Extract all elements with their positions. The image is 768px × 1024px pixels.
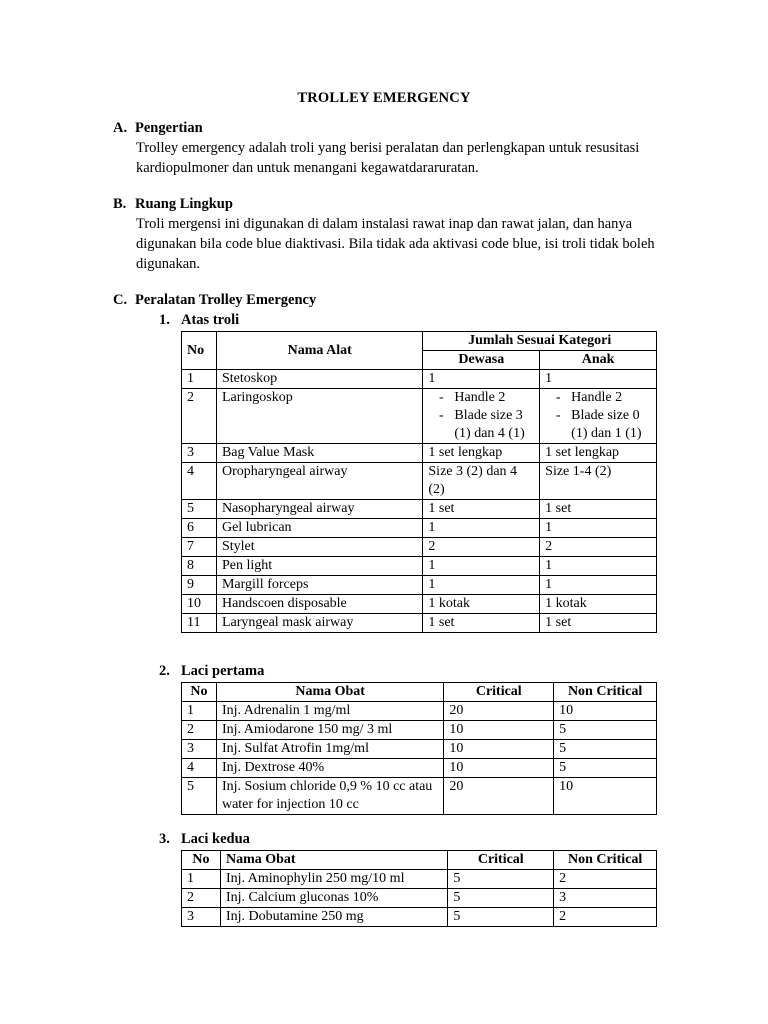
cell-name: Inj. Dextrose 40%: [216, 759, 443, 778]
cell-adult: 1: [423, 576, 540, 595]
table-row: [182, 759, 657, 778]
table-row: [182, 778, 657, 815]
cell-child: 1 set: [540, 614, 657, 633]
section-c-heading: [113, 292, 316, 309]
cell-no: 4: [182, 759, 217, 778]
cell-non-critical: 10: [554, 778, 657, 815]
header-no: No: [182, 851, 221, 870]
cell-critical: 10: [444, 759, 554, 778]
header-non-critical: Non Critical: [554, 851, 657, 870]
table-row: [182, 444, 657, 463]
cell-no: 2: [182, 889, 221, 908]
section-b-line: digunakan.: [136, 256, 201, 272]
table-row: [182, 889, 657, 908]
cell-critical: 20: [444, 702, 554, 721]
header-adult: Dewasa: [423, 351, 540, 370]
cell-child: Size 1-4 (2): [540, 463, 657, 500]
cell-critical: 5: [448, 889, 554, 908]
table1-title: Atas troli: [181, 312, 240, 328]
header-critical: Critical: [448, 851, 554, 870]
section-c-letter: C.: [113, 292, 128, 308]
cell-adult: [423, 389, 540, 444]
table3-title: Laci kedua: [181, 831, 250, 847]
section-a-title: Pengertian: [135, 120, 203, 136]
section-a-paragraph: [136, 138, 676, 178]
table-row: [182, 370, 657, 389]
cell-child: 1: [540, 557, 657, 576]
table-row: [182, 519, 657, 538]
table-row: [182, 595, 657, 614]
cell-no: 10: [182, 595, 217, 614]
cell-adult: 1: [423, 370, 540, 389]
cell-no: 3: [182, 740, 217, 759]
cell-name: Laringoskop: [216, 389, 422, 444]
cell-no: 5: [182, 778, 217, 815]
section-b-line: Troli mergensi ini digunakan di dalam instalasi rawat inap dan rawat jalan, dan hanya: [136, 216, 633, 232]
cell-child: 1 set lengkap: [540, 444, 657, 463]
table2-title: Laci pertama: [181, 663, 265, 679]
table-row: [182, 500, 657, 519]
cell-name: Margill forceps: [216, 576, 422, 595]
cell-no: 3: [182, 908, 221, 927]
cell-non-critical: 5: [554, 759, 657, 778]
cell-name: Inj. Sulfat Atrofin 1mg/ml: [216, 740, 443, 759]
cell-no: 3: [182, 444, 217, 463]
cell-non-critical: 10: [554, 702, 657, 721]
cell-child: 1: [540, 576, 657, 595]
cell-child: [540, 389, 657, 444]
cell-name: Gel lubrican: [216, 519, 422, 538]
cell-adult: 1 set lengkap: [423, 444, 540, 463]
header-critical: Critical: [444, 683, 554, 702]
cell-child: 1: [540, 370, 657, 389]
cell-no: 1: [182, 702, 217, 721]
table2-number: 2.: [159, 663, 170, 679]
table-row: [182, 870, 657, 889]
list-item: - Blade size 0 (1) dan 1 (1): [555, 408, 642, 441]
cell-adult: 1 kotak: [423, 595, 540, 614]
cell-no: 9: [182, 576, 217, 595]
cell-no: 8: [182, 557, 217, 576]
section-b-heading: [113, 196, 233, 213]
cell-critical: 20: [444, 778, 554, 815]
adult-item-list: [428, 389, 534, 443]
cell-adult: 1: [423, 557, 540, 576]
cell-name: Inj. Calcium gluconas 10%: [220, 889, 447, 908]
cell-name: Nasopharyngeal airway: [216, 500, 422, 519]
table-header-row: [182, 851, 657, 870]
section-a-letter: A.: [113, 120, 128, 136]
cell-non-critical: 3: [554, 889, 657, 908]
cell-critical: 5: [448, 908, 554, 927]
cell-no: 5: [182, 500, 217, 519]
list-item: - Blade size 3 (1) dan 4 (1): [439, 408, 525, 441]
table-row: [182, 538, 657, 557]
cell-child: 1 set: [540, 500, 657, 519]
table-row: [182, 557, 657, 576]
header-child: Anak: [540, 351, 657, 370]
cell-name: Inj. Dobutamine 250 mg: [220, 908, 447, 927]
table1-heading: [159, 312, 239, 329]
cell-non-critical: 2: [554, 908, 657, 927]
section-a-line: Trolley emergency adalah troli yang berisi peralatan dan perlengkapan untuk resusitasi: [136, 140, 640, 156]
cell-non-critical: 5: [554, 721, 657, 740]
equipment-table: [181, 331, 657, 633]
cell-adult: 1: [423, 519, 540, 538]
cell-adult: 1 set: [423, 500, 540, 519]
cell-name: Bag Value Mask: [216, 444, 422, 463]
section-a-heading: [113, 120, 203, 137]
cell-no: 1: [182, 370, 217, 389]
section-b-letter: B.: [113, 196, 127, 212]
cell-non-critical: 5: [554, 740, 657, 759]
table-row: [182, 702, 657, 721]
section-b-line: digunakan bila code blue diaktivasi. Bila tidak ada aktivasi code blue, isi troli tidak boleh: [136, 236, 655, 252]
cell-name: Inj. Aminophylin 250 mg/10 ml: [220, 870, 447, 889]
table-header-row: [182, 683, 657, 702]
header-no: No: [182, 683, 217, 702]
child-item-list: [545, 389, 651, 443]
cell-name: Inj. Sosium chloride 0,9 % 10 cc atau water for injection 10 cc: [216, 778, 443, 815]
cell-name: Inj. Adrenalin 1 mg/ml: [216, 702, 443, 721]
header-name: Nama Obat: [220, 851, 447, 870]
second-drawer-table: [181, 850, 657, 927]
cell-no: 2: [182, 389, 217, 444]
cell-no: 2: [182, 721, 217, 740]
first-drawer-table: [181, 682, 657, 815]
cell-critical: 5: [448, 870, 554, 889]
cell-adult: Size 3 (2) dan 4 (2): [423, 463, 540, 500]
cell-name: Inj. Amiodarone 150 mg/ 3 ml: [216, 721, 443, 740]
table2-heading: [159, 663, 264, 680]
header-no: No: [182, 332, 217, 370]
table-row: [182, 908, 657, 927]
table-row: [182, 576, 657, 595]
cell-child: 1: [540, 519, 657, 538]
section-c-title: Peralatan Trolley Emergency: [135, 292, 317, 308]
list-item: - Handle 2: [555, 390, 623, 405]
cell-adult: 2: [423, 538, 540, 557]
table-header-row: [182, 332, 657, 351]
document-title: TROLLEY EMERGENCY: [297, 90, 471, 106]
section-a-line: kardiopulmoner dan untuk menangani kegawatdararuratan.: [136, 160, 479, 176]
table1-number: 1.: [159, 312, 170, 328]
table-row: [182, 463, 657, 500]
table3-number: 3.: [159, 831, 170, 847]
cell-adult: 1 set: [423, 614, 540, 633]
header-non-critical: Non Critical: [554, 683, 657, 702]
table-row: [182, 740, 657, 759]
header-category-group: Jumlah Sesuai Kategori: [423, 332, 657, 351]
cell-child: 2: [540, 538, 657, 557]
section-b-paragraph: [136, 214, 676, 274]
header-name: Nama Obat: [216, 683, 443, 702]
cell-no: 7: [182, 538, 217, 557]
cell-critical: 10: [444, 740, 554, 759]
cell-name: Stylet: [216, 538, 422, 557]
cell-no: 1: [182, 870, 221, 889]
cell-name: Oropharyngeal airway: [216, 463, 422, 500]
table-row: [182, 389, 657, 444]
cell-name: Pen light: [216, 557, 422, 576]
cell-name: Handscoen disposable: [216, 595, 422, 614]
list-item: - Handle 2: [439, 390, 506, 405]
cell-child: 1 kotak: [540, 595, 657, 614]
cell-critical: 10: [444, 721, 554, 740]
cell-name: Stetoskop: [216, 370, 422, 389]
cell-no: 11: [182, 614, 217, 633]
cell-no: 4: [182, 463, 217, 500]
cell-name: Laryngeal mask airway: [216, 614, 422, 633]
cell-non-critical: 2: [554, 870, 657, 889]
table-row: [182, 721, 657, 740]
table3-heading: [159, 831, 250, 848]
table-row: [182, 614, 657, 633]
cell-no: 6: [182, 519, 217, 538]
header-name: Nama Alat: [216, 332, 422, 370]
section-b-title: Ruang Lingkup: [135, 196, 233, 212]
